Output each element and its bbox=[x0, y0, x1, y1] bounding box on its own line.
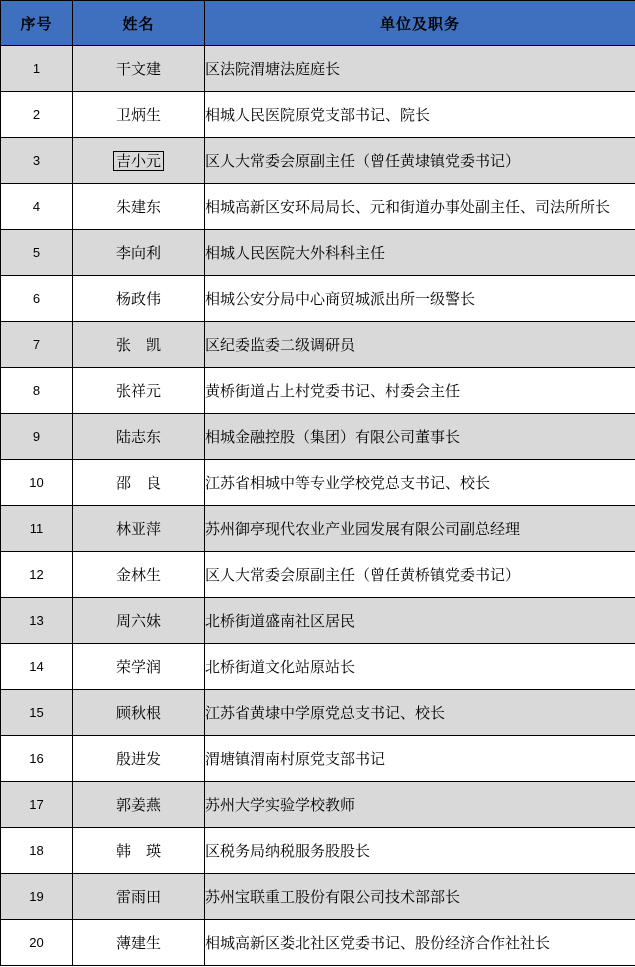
row-position: 相城高新区安环局局长、元和街道办事处副主任、司法所所长 bbox=[205, 184, 635, 230]
table-row bbox=[1, 920, 635, 966]
row-index: 11 bbox=[1, 506, 73, 552]
row-name: 干文建 bbox=[73, 46, 205, 92]
table-row bbox=[1, 552, 635, 598]
row-index: 14 bbox=[1, 644, 73, 690]
row-name: 韩 瑛 bbox=[73, 828, 205, 874]
table-row bbox=[1, 414, 635, 460]
table-row bbox=[1, 736, 635, 782]
row-index: 9 bbox=[1, 414, 73, 460]
row-position: 相城人民医院大外科科主任 bbox=[205, 230, 635, 276]
row-position: 区纪委监委二级调研员 bbox=[205, 322, 635, 368]
row-position: 相城金融控股（集团）有限公司董事长 bbox=[205, 414, 635, 460]
row-index: 12 bbox=[1, 552, 73, 598]
row-position: 苏州御亭现代农业产业园发展有限公司副总经理 bbox=[205, 506, 635, 552]
row-position: 江苏省黄埭中学原党总支书记、校长 bbox=[205, 690, 635, 736]
row-index: 5 bbox=[1, 230, 73, 276]
row-index: 1 bbox=[1, 46, 73, 92]
row-position: 相城公安分局中心商贸城派出所一级警长 bbox=[205, 276, 635, 322]
row-index: 4 bbox=[1, 184, 73, 230]
row-name: 郭姜燕 bbox=[73, 782, 205, 828]
table-row bbox=[1, 460, 635, 506]
table-row bbox=[1, 828, 635, 874]
table-row bbox=[1, 138, 635, 184]
row-name: 荣学润 bbox=[73, 644, 205, 690]
row-index: 15 bbox=[1, 690, 73, 736]
row-position: 江苏省相城中等专业学校党总支书记、校长 bbox=[205, 460, 635, 506]
row-name: 陆志东 bbox=[73, 414, 205, 460]
row-index: 3 bbox=[1, 138, 73, 184]
row-position: 区人大常委会原副主任（曾任黄埭镇党委书记） bbox=[205, 138, 635, 184]
row-index: 10 bbox=[1, 460, 73, 506]
row-name-cell bbox=[73, 138, 205, 184]
row-name: 卫炳生 bbox=[73, 92, 205, 138]
table-row bbox=[1, 92, 635, 138]
row-name: 雷雨田 bbox=[73, 874, 205, 920]
row-name: 朱建东 bbox=[73, 184, 205, 230]
row-position: 黄桥街道占上村党委书记、村委会主任 bbox=[205, 368, 635, 414]
row-position: 区人大常委会原副主任（曾任黄桥镇党委书记） bbox=[205, 552, 635, 598]
row-position: 北桥街道文化站原站长 bbox=[205, 644, 635, 690]
row-index: 20 bbox=[1, 920, 73, 966]
row-position: 区法院渭塘法庭庭长 bbox=[205, 46, 635, 92]
table-row bbox=[1, 506, 635, 552]
header-row bbox=[1, 1, 635, 46]
row-index: 6 bbox=[1, 276, 73, 322]
header-name: 姓名 bbox=[73, 1, 205, 46]
row-position: 渭塘镇渭南村原党支部书记 bbox=[205, 736, 635, 782]
row-name: 金林生 bbox=[73, 552, 205, 598]
table-row bbox=[1, 782, 635, 828]
row-name: 张祥元 bbox=[73, 368, 205, 414]
table-row bbox=[1, 644, 635, 690]
row-position: 相城人民医院原党支部书记、院长 bbox=[205, 92, 635, 138]
row-index: 17 bbox=[1, 782, 73, 828]
header-index: 序号 bbox=[1, 1, 73, 46]
row-name: 周六妹 bbox=[73, 598, 205, 644]
row-name: 杨政伟 bbox=[73, 276, 205, 322]
table-row bbox=[1, 46, 635, 92]
row-index: 8 bbox=[1, 368, 73, 414]
table-row bbox=[1, 874, 635, 920]
table-row bbox=[1, 230, 635, 276]
table-row bbox=[1, 276, 635, 322]
table-row bbox=[1, 598, 635, 644]
row-index: 2 bbox=[1, 92, 73, 138]
table-row bbox=[1, 690, 635, 736]
row-index: 13 bbox=[1, 598, 73, 644]
row-index: 7 bbox=[1, 322, 73, 368]
header-position: 单位及职务 bbox=[205, 1, 635, 46]
row-index: 16 bbox=[1, 736, 73, 782]
row-position: 北桥街道盛南社区居民 bbox=[205, 598, 635, 644]
row-position: 苏州宝联重工股份有限公司技术部部长 bbox=[205, 874, 635, 920]
row-index: 18 bbox=[1, 828, 73, 874]
row-name: 薄建生 bbox=[73, 920, 205, 966]
row-position: 相城高新区娄北社区党委书记、股份经济合作社社长 bbox=[205, 920, 635, 966]
row-name-selected[interactable]: 吉小元 bbox=[113, 151, 164, 171]
row-name: 林亚萍 bbox=[73, 506, 205, 552]
row-position: 苏州大学实验学校教师 bbox=[205, 782, 635, 828]
row-name: 张 凯 bbox=[73, 322, 205, 368]
row-name: 李向利 bbox=[73, 230, 205, 276]
table-row bbox=[1, 184, 635, 230]
row-name: 邵 良 bbox=[73, 460, 205, 506]
table-row bbox=[1, 368, 635, 414]
table-row bbox=[1, 322, 635, 368]
row-name: 顾秋根 bbox=[73, 690, 205, 736]
row-index: 19 bbox=[1, 874, 73, 920]
row-position: 区税务局纳税服务股股长 bbox=[205, 828, 635, 874]
row-name: 殷进发 bbox=[73, 736, 205, 782]
